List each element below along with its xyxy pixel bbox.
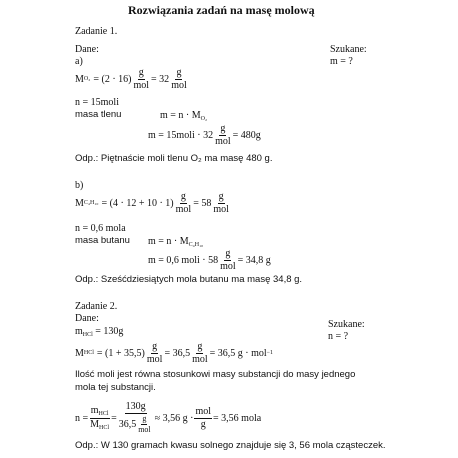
molar-mass-symbol: M xyxy=(75,74,84,85)
unit-fraction: $\frac{g}{\text{mol}}$ xyxy=(171,67,187,91)
inverse-unit-fraction: $\frac{\text{mol}}{g}$ xyxy=(195,405,212,430)
task1b-formula: $m = n \cdot M_{C_4H_{10}}$ xyxy=(148,236,204,248)
task1-sought-value: m = ? xyxy=(330,56,353,67)
unit-fraction: $\frac{g}{\text{mol}}$ xyxy=(215,123,231,147)
equation-lhs: = (2 · 16) xyxy=(93,74,132,85)
task1b-calculation: m = 0,6 moli · 58 $\frac{g}{\text{mol}}$ = 34,8 g xyxy=(148,248,271,272)
task1b-molar-mass-equation: M C₄H₁₀ = (4 · 12 + 10 · 1) $\frac{g}{\text{mol}}$ = 58 $\frac{g}{\text{mol}}$ xyxy=(75,191,229,215)
unit-fraction: $\frac{g}{\text{mol}}$ xyxy=(213,191,229,215)
task2-given-label: Dane: xyxy=(75,313,99,324)
task2-explanation-line2: mola tej substancji. xyxy=(75,382,156,393)
unit-fraction: $\frac{g}{\text{mol}}$ xyxy=(192,341,208,365)
task1-heading: Zadanie 1. xyxy=(75,26,118,37)
task2-answer: Odp.: W 130 gramach kwasu solnego znajduje się 3, 56 mola cząsteczek. xyxy=(75,440,386,451)
task1b-mass-label: masa butanu xyxy=(75,235,130,246)
task1a-mass-label: masa tlenu xyxy=(75,109,122,120)
task1-given-label: Dane: xyxy=(75,44,99,55)
task1b-label: b) xyxy=(75,180,84,191)
task1b-moles: n = 0,6 mola xyxy=(75,223,126,234)
task1a-answer: Odp.: Piętnaście moli tlenu O₂ ma masę 480 g. xyxy=(75,153,273,164)
value-fraction: 130g 36,5 $\frac{g}{\text{mol}}$ xyxy=(118,401,151,434)
molar-mass-subscript: O₂ xyxy=(83,76,91,83)
task1-sought-label: Szukane: xyxy=(330,44,367,55)
unit-fraction: $\frac{g}{\text{mol}}$ xyxy=(220,248,236,272)
task2-moles-calculation: n = $\frac{m_{HCl}}{M_{HCl}}$ = 130g 36,5 $\frac{g}{\text{mol}}$ ≈ 3,56 g · $\frac{\text{mol}}{g}$ = 3,56 mola xyxy=(75,401,262,434)
page-title: Rozwiązania zadań na masę molową xyxy=(128,3,315,17)
task2-sought-label: Szukane: xyxy=(328,319,365,330)
task2-sought-value: n = ? xyxy=(328,331,349,342)
task1b-answer: Odp.: Sześćdziesiątych mola butanu ma masę 34,8 g. xyxy=(75,274,303,285)
task1a-calculation: m = 15moli · 32 $\frac{g}{\text{mol}}$ = 480g xyxy=(148,123,261,147)
task1a-moles: n = 15moli xyxy=(75,97,119,108)
task2-explanation-line1: Ilość moli jest równa stosunkowi masy substancji do masy jednego xyxy=(75,369,356,380)
task1a-label: a) xyxy=(75,56,83,67)
unit-fraction: $\frac{g}{\text{mol}}$ xyxy=(175,191,192,215)
task2-heading: Zadanie 2. xyxy=(75,301,118,312)
task2-molar-mass-equation: M HCl = (1 + 35,5) $\frac{g}{\text{mol}}$ = 36,5 $\frac{g}{\text{mol}}$ = 36,5 g · mol −1 xyxy=(75,341,274,365)
task1a-formula: $m = n \cdot M_{O_2}$ xyxy=(160,110,208,122)
ratio-fraction: $\frac{m_{HCl}}{M_{HCl}}$ xyxy=(90,404,110,431)
unit-fraction: $\frac{g}{\text{mol}}$ xyxy=(133,67,150,91)
task2-given-mass: $m_{HCl} = 130g$ xyxy=(75,326,124,338)
unit-fraction: $\frac{g}{\text{mol}}$ xyxy=(146,341,163,365)
equation-mid: = 32 xyxy=(151,74,170,85)
task1a-molar-mass-equation xyxy=(75,68,189,91)
